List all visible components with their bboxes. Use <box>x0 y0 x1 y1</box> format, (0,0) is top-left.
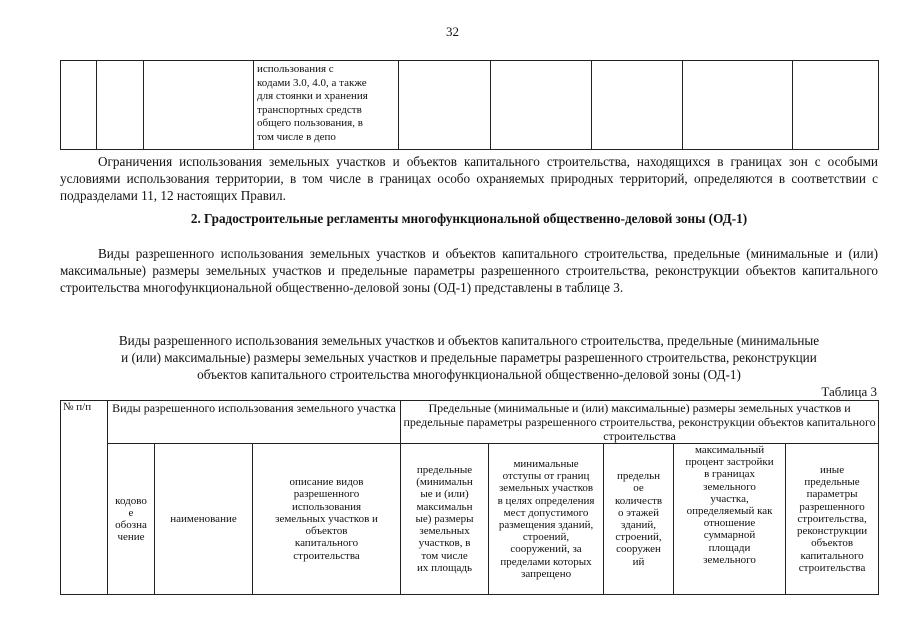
caption-line: Виды разрешенного использования земельных участков и объектов капитального строительства, предельные (минимальные <box>118 333 820 348</box>
restrictions-paragraph: Ограничения использования земельных участков и объектов капитального строительства, находящихся в границах зон с особыми условиями использования территории, в том числе в границах особо охраняемых природных территорий, определяются в соответствии с подразделами 11, 12 настоящих Правил. <box>60 154 878 203</box>
table-cell <box>144 61 254 150</box>
header-floors: предельн ое количеств о этажей зданий, строений, сооружен ий <box>604 444 674 595</box>
table-cell <box>61 61 97 150</box>
header-description: описание видов разрешенного использования земельных участков и объектов капитального строительства <box>253 444 401 595</box>
table-label: Таблица 3 <box>821 384 877 399</box>
page-number: 32 <box>446 24 459 39</box>
header-number: № п/п <box>61 401 108 595</box>
table-cell <box>592 61 683 150</box>
description-line: том числе в депо <box>257 130 336 143</box>
header-size-limits: предельные (минимальн ые и (или) максимальн ые) размеры земельных участков, в том числе их площадь <box>401 444 489 595</box>
description-line: общего пользования, в <box>257 117 363 130</box>
header-setbacks: минимальные отступы от границ земельных участков в целях определения мест допустимого размещения зданий, строений, сооружений, за пределами которых запрещено <box>489 444 604 595</box>
use-description-cell <box>254 61 399 150</box>
header-use-types: Виды разрешенного использования земельного участка <box>108 401 401 444</box>
table-cell <box>793 61 879 150</box>
header-coverage: максимальный процент застройки в границах земельного участка, определяемый как отношение суммарной площади земельного <box>674 444 786 595</box>
description-line: кодами 3.0, 4.0, а также <box>257 76 367 89</box>
section-heading: 2. Градостроительные регламенты многофункциональной общественно-деловой зоны (ОД-1) <box>190 211 748 226</box>
caption-line: и (или) максимальные) размеры земельных участков и предельные параметры разрешенного строительства, реконструкции <box>121 350 817 365</box>
description-line: транспортных средств <box>257 103 362 116</box>
caption-line: объектов капитального строительства многофункциональной общественно-деловой зоны (ОД-1) <box>197 367 741 382</box>
table-cell <box>491 61 592 150</box>
header-code: кодово е обозна чение <box>108 444 155 595</box>
description-line: использования с <box>257 63 334 75</box>
continuation-table <box>60 60 879 150</box>
table-caption <box>60 332 878 383</box>
regulations-table <box>60 400 879 595</box>
table-cell <box>399 61 491 150</box>
table-cell <box>683 61 793 150</box>
header-other-params: иные предельные параметры разрешенного строительства, реконструкции объектов капитального строительства <box>786 444 879 595</box>
description-line: для стоянки и хранения <box>257 90 368 103</box>
intro-paragraph: Виды разрешенного использования земельных участков и объектов капитального строительства, предельные (минимальные и (или) максимальные) размеры земельных участков и предельные параметры разрешенного строительства, реконструкции объектов капитального строительства многофункциональной общественно-деловой зоны (ОД-1) представлены в таблице 3. <box>60 246 878 295</box>
header-name: наименование <box>155 444 253 595</box>
table-cell <box>97 61 144 150</box>
header-parameters: Предельные (минимальные и (или) максимальные) размеры земельных участков и предельные параметры разрешенного строительства, реконструкции объектов капитального строительства <box>401 401 879 444</box>
